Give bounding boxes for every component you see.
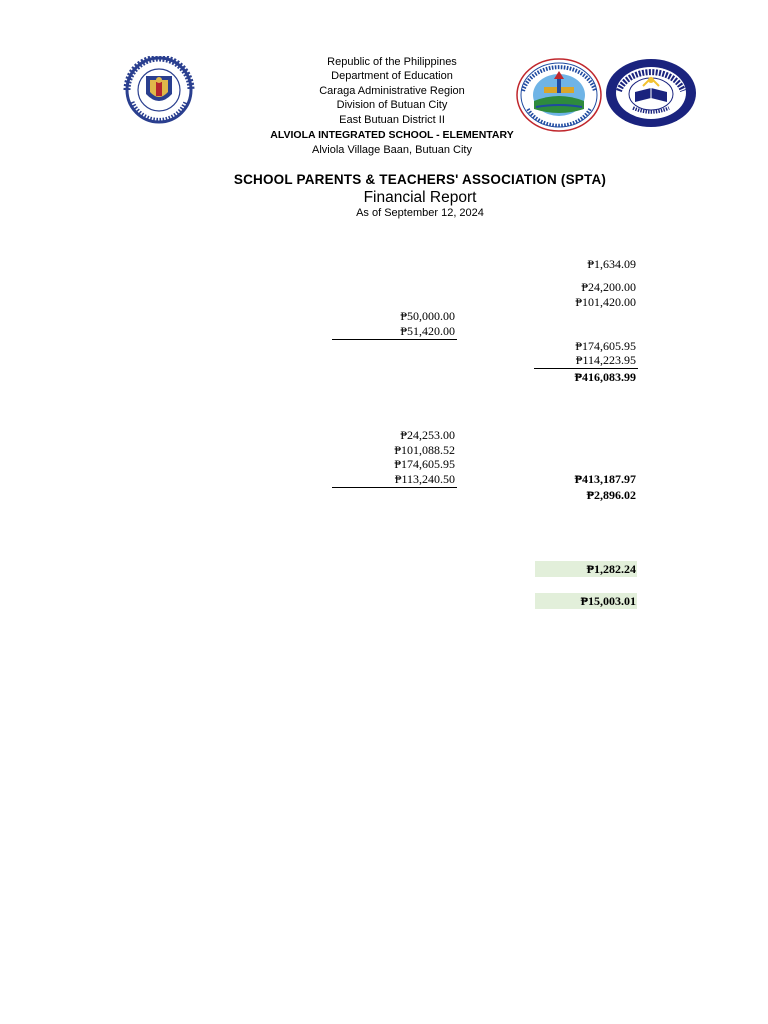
amount-disbursement-4: ₱113,240.50 — [394, 472, 455, 486]
header-department: Department of Education — [331, 70, 453, 82]
amount-receipt-4: ₱114,223.95 — [575, 353, 636, 367]
deped-seal-icon — [114, 56, 204, 124]
amount-disbursement-1: ₱24,253.00 — [400, 428, 455, 442]
header-republic: Republic of the Philippines — [327, 56, 457, 68]
subtotal-rule — [332, 339, 457, 340]
header-address: Alviola Village Baan, Butuan City — [311, 144, 472, 156]
amount-sub-2: ₱51,420.00 — [400, 324, 455, 338]
report-title: Financial Report — [363, 189, 477, 206]
receipts-total-rule — [534, 368, 638, 369]
disbursements-rule — [332, 487, 457, 488]
amount-disbursement-3: ₱174,605.95 — [394, 457, 455, 471]
header-region: Caraga Administrative Region — [319, 85, 465, 97]
amount-receipt-1: ₱24,200.00 — [581, 280, 636, 294]
amount-sub-1: ₱50,000.00 — [400, 309, 455, 323]
amount-disbursement-2: ₱101,088.52 — [394, 443, 455, 457]
amount-receipt-3: ₱174,605.95 — [575, 339, 636, 353]
report-date: As of September 12, 2024 — [356, 207, 484, 219]
amount-highlight-2: ₱15,003.01 — [580, 594, 636, 608]
amount-total-receipts: ₱416,083.99 — [574, 370, 636, 384]
amount-beginning-balance: ₱1,634.09 — [587, 257, 636, 271]
report-association-title: SCHOOL PARENTS & TEACHERS' ASSOCIATION (SPTA) — [233, 172, 607, 187]
school-seal-icon — [605, 58, 697, 128]
amount-receipt-2: ₱101,420.00 — [575, 295, 636, 309]
header-school-name: ALVIOLA INTEGRATED SCHOOL - ELEMENTARY — [270, 129, 514, 141]
amount-total-disbursements: ₱413,187.97 — [574, 472, 636, 486]
amount-balance: ₱2,896.02 — [586, 488, 636, 502]
header-division: Division of Butuan City — [336, 99, 448, 111]
header-district: East Butuan District II — [339, 114, 445, 126]
amount-highlight-1: ₱1,282.24 — [586, 562, 636, 576]
